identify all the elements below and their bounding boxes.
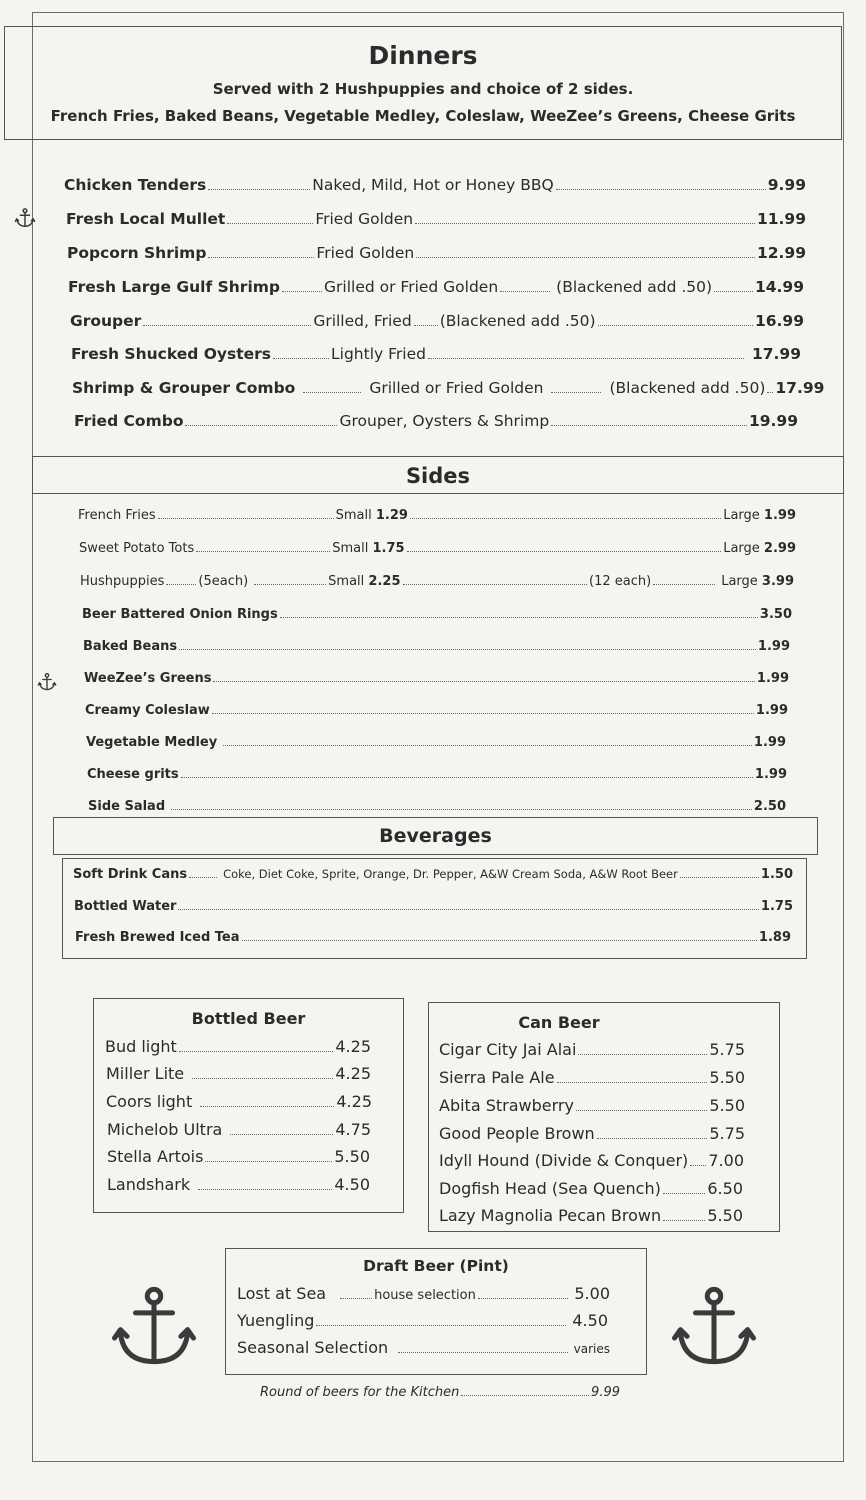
item-name: Coors light <box>106 1092 193 1111</box>
item-price: 4.25 <box>335 1037 371 1056</box>
item-price: 19.99 <box>748 412 798 430</box>
item-name: Good People Brown <box>439 1124 595 1143</box>
anchor-icon <box>112 1285 196 1371</box>
item-desc: Coke, Diet Coke, Sprite, Orange, Dr. Pepper, A&W Cream Soda, A&W Root Beer <box>223 867 678 882</box>
dinners-header-box <box>4 26 842 140</box>
item-price: 3.50 <box>759 607 792 623</box>
item-name: Fresh Large Gulf Shrimp <box>68 278 281 296</box>
item-price: 1.75 <box>760 899 793 915</box>
side-item <box>87 767 787 782</box>
leader-dots <box>556 177 766 190</box>
leader-dots <box>407 541 722 552</box>
item-price: 2.50 <box>753 799 786 815</box>
small-price: 1.75 <box>372 541 405 557</box>
kitchen-label: Round of beers for the Kitchen <box>260 1385 460 1401</box>
leader-dots <box>223 735 752 746</box>
leader-dots <box>680 867 759 878</box>
item-name: Hushpuppies <box>80 574 165 590</box>
large-label: Large <box>723 541 760 557</box>
leader-dots <box>598 313 753 326</box>
leader-dots <box>189 867 217 878</box>
leader-dots <box>273 346 329 359</box>
leader-dots <box>653 574 715 585</box>
anchor-icon <box>36 672 58 692</box>
leader-dots <box>171 799 752 810</box>
large-price: 1.99 <box>763 508 796 524</box>
item-desc: Fried Golden <box>315 210 414 228</box>
beer-item <box>106 1064 371 1083</box>
item-name: Chicken Tenders <box>64 176 207 194</box>
item-extra: (Blackened add .50) <box>609 379 766 397</box>
item-name: Cheese grits <box>87 767 179 783</box>
item-name: Fresh Brewed Iced Tea <box>75 930 240 946</box>
beer-item <box>439 1068 745 1087</box>
leader-dots <box>303 380 361 393</box>
item-desc: Grilled or Fried Golden <box>369 379 544 397</box>
item-price: 5.50 <box>707 1206 743 1225</box>
side-item <box>88 799 786 814</box>
qty-note: (5each) <box>198 574 249 590</box>
leader-dots <box>663 1207 705 1221</box>
leader-dots <box>185 413 337 426</box>
leader-dots <box>280 607 758 618</box>
dinner-item <box>71 345 801 363</box>
small-label: Small <box>328 574 365 590</box>
leader-dots <box>166 574 196 585</box>
item-name: Beer Battered Onion Rings <box>82 607 278 623</box>
item-name: Idyll Hound (Divide & Conquer) <box>439 1151 689 1170</box>
dinner-item <box>66 210 806 228</box>
item-name: Creamy Coleslaw <box>85 703 210 719</box>
item-price: 5.50 <box>709 1096 745 1115</box>
kitchen-round <box>260 1385 620 1400</box>
item-name: Lazy Magnolia Pecan Brown <box>439 1206 662 1225</box>
dinner-item <box>70 312 804 330</box>
dinner-item <box>74 412 798 430</box>
item-name: Sierra Pale Ale <box>439 1068 555 1087</box>
leader-dots <box>198 1176 332 1190</box>
item-name: Side Salad <box>88 799 166 815</box>
item-price: 5.75 <box>709 1040 745 1059</box>
leader-dots <box>576 1097 707 1111</box>
beer-item <box>439 1096 745 1115</box>
beer-item <box>439 1206 743 1225</box>
leader-dots <box>196 541 330 552</box>
item-price: 4.50 <box>334 1175 370 1194</box>
beer-item <box>439 1151 744 1170</box>
beverages-header-box <box>53 817 818 855</box>
item-price: 1.99 <box>755 703 788 719</box>
kitchen-price: 9.99 <box>591 1385 620 1401</box>
leader-dots <box>158 508 334 519</box>
item-name: Bottled Water <box>74 899 177 915</box>
sides-header-box <box>32 456 844 494</box>
leader-dots <box>500 279 550 292</box>
side-item <box>82 607 792 622</box>
side-item <box>79 541 796 556</box>
large-note: (12 each) <box>589 574 652 590</box>
leader-dots <box>690 1152 706 1166</box>
item-price: 1.50 <box>760 867 793 883</box>
small-price: 2.25 <box>368 574 401 590</box>
leader-dots <box>208 177 310 190</box>
item-price: 7.00 <box>708 1151 744 1170</box>
beverage-item <box>73 867 793 882</box>
beverages-title: Beverages <box>379 825 492 847</box>
item-name: Popcorn Shrimp <box>67 244 207 262</box>
item-desc: Grilled, Fried <box>313 312 412 330</box>
beer-item <box>106 1092 372 1111</box>
item-extra: (Blackened add .50) <box>556 278 713 296</box>
item-price: 11.99 <box>756 210 806 228</box>
leader-dots <box>230 1121 333 1135</box>
leader-dots <box>551 380 601 393</box>
draft-item <box>237 1284 610 1303</box>
side-item <box>86 735 786 750</box>
item-name: Miller Lite <box>106 1064 185 1083</box>
small-label: Small <box>335 508 372 524</box>
bottled-beer-title: Bottled Beer <box>191 1009 306 1028</box>
beverage-item <box>75 930 791 945</box>
leader-dots <box>181 767 753 778</box>
item-price: 14.99 <box>754 278 804 296</box>
item-price: 9.99 <box>767 176 806 194</box>
leader-dots <box>192 1065 333 1079</box>
draft-beer-title: Draft Beer (Pint) <box>363 1257 509 1275</box>
side-item <box>85 703 788 718</box>
leader-dots <box>398 1339 568 1353</box>
item-name: Stella Artois <box>107 1147 204 1166</box>
leader-dots <box>227 211 313 224</box>
leader-dots <box>410 508 721 519</box>
beer-item <box>107 1175 370 1194</box>
dinners-title: Dinners <box>368 41 478 70</box>
leader-dots <box>461 1385 589 1396</box>
leader-dots <box>578 1041 707 1055</box>
item-desc: house selection <box>374 1288 476 1303</box>
item-name: Fresh Local Mullet <box>66 210 226 228</box>
item-price: 4.75 <box>335 1120 371 1139</box>
leader-dots <box>205 1148 332 1162</box>
side-item <box>83 639 790 654</box>
item-name: Lost at Sea <box>237 1284 327 1303</box>
leader-dots <box>242 930 757 941</box>
side-item <box>78 508 796 523</box>
dinner-item <box>67 244 806 262</box>
dinner-item <box>72 379 825 397</box>
item-name: Baked Beans <box>83 639 178 655</box>
item-price: 4.25 <box>335 1064 371 1083</box>
draft-item <box>237 1311 608 1330</box>
leader-dots <box>403 574 588 585</box>
item-price: 5.50 <box>709 1068 745 1087</box>
leader-dots <box>200 1093 334 1107</box>
dinners-subtitle: Served with 2 Hushpuppies and choice of 2 sides. <box>212 80 634 98</box>
leader-dots <box>415 211 755 224</box>
item-price: 5.50 <box>334 1147 370 1166</box>
item-name: Bud light <box>105 1037 177 1056</box>
item-name: Seasonal Selection <box>237 1338 389 1357</box>
leader-dots <box>254 574 326 585</box>
item-desc: Grouper, Oysters & Shrimp <box>339 412 550 430</box>
leader-dots <box>557 1069 708 1083</box>
item-price: 1.89 <box>758 930 791 946</box>
large-label: Large <box>723 508 760 524</box>
item-price: 16.99 <box>754 312 804 330</box>
item-name: Michelob Ultra <box>107 1120 223 1139</box>
item-name: Sweet Potato Tots <box>79 541 195 557</box>
side-item <box>84 671 789 686</box>
item-name: Fried Combo <box>74 412 184 430</box>
item-name: Cigar City Jai Alai <box>439 1040 577 1059</box>
item-name: Dogfish Head (Sea Quench) <box>439 1179 661 1198</box>
item-price: 1.99 <box>754 767 787 783</box>
leader-dots <box>179 1038 334 1052</box>
item-name: Soft Drink Cans <box>73 867 188 883</box>
beverage-item <box>74 899 793 914</box>
leader-dots <box>416 245 755 258</box>
leader-dots <box>597 1125 708 1139</box>
item-price: 1.99 <box>757 639 790 655</box>
beer-item <box>439 1040 745 1059</box>
anchor-icon <box>12 207 38 229</box>
item-name: Fresh Shucked Oysters <box>71 345 272 363</box>
item-extra: (Blackened add .50) <box>439 312 596 330</box>
item-price: 17.99 <box>751 345 801 363</box>
large-price: 3.99 <box>761 574 794 590</box>
leader-dots <box>179 639 756 650</box>
item-price: 12.99 <box>756 244 806 262</box>
draft-item <box>237 1338 610 1357</box>
item-price: 4.25 <box>336 1092 372 1111</box>
item-price: 5.75 <box>709 1124 745 1143</box>
item-name: Grouper <box>70 312 142 330</box>
large-label: Large <box>721 574 758 590</box>
item-desc: Grilled or Fried Golden <box>324 278 499 296</box>
item-name: Landshark <box>107 1175 191 1194</box>
leader-dots <box>340 1285 372 1299</box>
leader-dots <box>428 346 744 359</box>
can-beer-title: Can Beer <box>518 1013 600 1032</box>
large-price: 2.99 <box>763 541 796 557</box>
leader-dots <box>714 279 753 292</box>
leader-dots <box>208 245 314 258</box>
item-price: 1.99 <box>756 671 789 687</box>
leader-dots <box>663 1180 706 1194</box>
item-name: Abita Strawberry <box>439 1096 574 1115</box>
item-price: 4.50 <box>572 1311 608 1330</box>
beer-item <box>439 1124 745 1143</box>
item-name: Shrimp & Grouper Combo <box>72 379 296 397</box>
leader-dots <box>178 899 758 910</box>
beer-item <box>107 1120 371 1139</box>
anchor-icon <box>672 1285 756 1371</box>
small-price: 1.29 <box>375 508 408 524</box>
item-name: Vegetable Medley <box>86 735 218 751</box>
item-name: WeeZee’s Greens <box>84 671 212 687</box>
side-item <box>80 574 794 589</box>
leader-dots <box>143 313 311 326</box>
item-price: 1.99 <box>753 735 786 751</box>
item-price: 17.99 <box>775 379 825 397</box>
beer-item <box>105 1037 371 1056</box>
leader-dots <box>551 413 747 426</box>
small-label: Small <box>332 541 369 557</box>
leader-dots <box>282 279 322 292</box>
item-name: Yuengling <box>237 1311 315 1330</box>
beer-item <box>107 1147 370 1166</box>
item-price: 5.00 <box>574 1284 610 1303</box>
leader-dots <box>316 1312 566 1326</box>
leader-dots <box>212 703 754 714</box>
dinners-sides-list: French Fries, Baked Beans, Vegetable Medley, Coleslaw, WeeZee’s Greens, Cheese Grits <box>50 107 796 125</box>
dinner-item <box>68 278 804 296</box>
item-desc: Naked, Mild, Hot or Honey BBQ <box>312 176 554 194</box>
dinner-item <box>64 176 806 194</box>
item-name: French Fries <box>78 508 156 524</box>
item-price: varies <box>573 1342 610 1356</box>
item-price: 6.50 <box>707 1179 743 1198</box>
beer-item <box>439 1179 743 1198</box>
leader-dots <box>414 313 438 326</box>
leader-dots <box>767 380 773 393</box>
leader-dots <box>213 671 754 682</box>
item-desc: Lightly Fried <box>331 345 426 363</box>
leader-dots <box>478 1285 569 1299</box>
item-desc: Fried Golden <box>316 244 415 262</box>
sides-title: Sides <box>405 464 471 488</box>
